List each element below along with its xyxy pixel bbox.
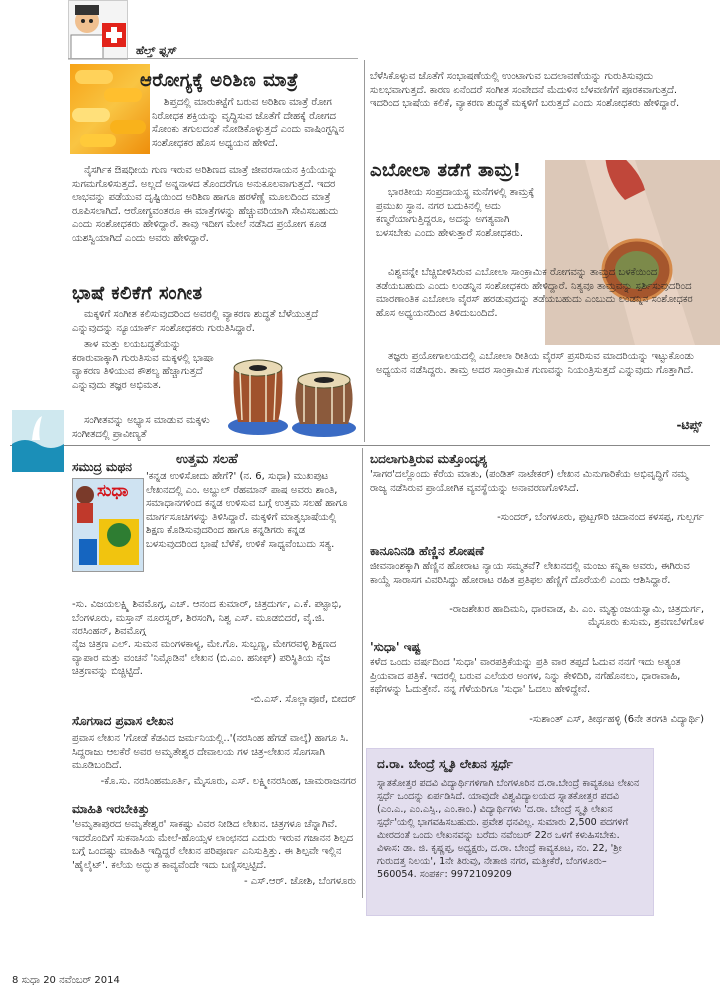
letter-title: ಕಾನೂನಿನಡಿ ಹೆಣ್ಣಿನ ಶೋಷಣೆ — [370, 544, 484, 558]
section-title: ಹೆಲ್ತ್ ಫ್ಲಸ್ — [136, 44, 177, 57]
tabla-image — [222, 338, 362, 438]
letter-body: 'ಅಮೃತಾಪುರದ ಅಮೃತೇಶ್ವರ' ಸಾಕಷ್ಟು ವಿವರ ನೀಡಿದ ಲೇಖನ. ಚಿತ್ರಗಳೂ ಚೆನ್ನಾಗಿವೆ. ಇದರೊಂದಿಗೆ ಸುಕನಾಸಿಯ ಮೇಲೆ-ಹೊಯ್ಸಳ ಲಾಂಛನದ ಎದುರು ಇರುವ ಗಜಾನನ ಶಿಲ್ಪದ ಬಗ್ಗೆ ಒಂದಷ್ಟು ಮಾಹಿತಿ ಇದ್ದಿದ್ದರೆ ಲೇಖನ ಪರಿಪೂರ್ಣ ಎನಿಸುತ್ತಿತ್ತು. ಈ ಶಿಲ್ಪವೇ ಇಲ್ಲಿನ 'ಹೈಲೈಟ್'. ಕಲೆಯ ಅದ್ಭುತ ಕಾವ್ಯವೆಂದೇ ಇದು ಬಣ್ಣಿಸಲ್ಪಟ್ಟಿದೆ. — [72, 819, 354, 871]
article-body: ನೈಸರ್ಗಿಕ ಔಷಧೀಯ ಗುಣ ಇರುವ ಅರಿಶಿಣದ ಮಾತ್ರೆ ಜೀವರಸಾಯನ ಕ್ರಿಯೆಯನ್ನು ಸುಗಮಗೊಳಿಸುತ್ತದೆ. ಅಲ್ಲದೆ ಅನ್ನನಾಳದ ತೊಂದರೆಗೂ ಅನುಕೂಲವಾಗುತ್ತದೆ. ಇದರ ಲಾಭವನ್ನು ಪಡೆಯುವ ದೃಷ್ಟಿಯಿಂದ ಅರಿಶಿಣ ಹಾಗೂ ಹರಳೆಣ್ಣೆ ಮೂಲದಿಂದ ಮಾತ್ರೆ ರೂಪಿಸಲಾಗಿದೆ. ಆರೋಗ್ಯವಂತರೂ ಈ ಮಾತ್ರೆಗಳನ್ನು ಹೆಚ್ಚುವರಿಯಾಗಿ ಸೇವಿಸಬಹುದು ಎಂದು ಸಂಶೋಧಕರು ಹೇಳಿದ್ದಾರೆ. ತಾವು ಇದೀಗ ಮೇಲೆ ನಡೆಸಿದ ಪ್ರಯೋಗ ಕೂಡ ಯಶಸ್ವಿಯಾಗಿದೆ ಎಂದು ಅವರು ಹೇಳಿದ್ದಾರೆ. — [72, 165, 339, 244]
letter-signature: -ಸು. ವಿಜಯಲಕ್ಷ್ಮಿ ಶಿವಮೊಗ್ಗ, ಎಚ್. ಆನಂದ ಕುಮಾರ್, ಚಿತ್ರದುರ್ಗ, ಎ.ಕೆ. ಪಟ್ಟಾಭಿ, ಬೆಂಗಳೂರು, ಮಸ್ತಾನ್ ನೂರಸ್ವರ್, ಶಿರಸಂಗಿ, ನಿಶ್ವ ಎಸ್. ಮೂಡಬಿದರೆ, ವೈ.ಜಿ. ನರಸಿಂಹನ್, ಶಿವಮೊಗ್ಗ — [72, 599, 342, 637]
letter-body: ನೈಜ ಚಿತ್ರಣ ಎಲ್. ಸುಮನ ಮಂಗಳಕಾಳ್ಯ, ಮೇ.ಗೊ. ಸುಬ್ಬಣ್ಣ, ಮೇಗರವಳ್ಳಿ ಶಿಕ್ಷಣದ ವ್ಯಾಪಾರ ಮತ್ತು ವಂಚನೆ 'ನಿಮ್ಗೊಡಿನ' ಲೇಖನ (ಬಿ.ಎಂ. ಹನೀಫ್) ಪರಿಸ್ಥಿತಿಯ ನೈಜ ಚಿತ್ರಣವನ್ನು ಬಿಚ್ಚಿಟ್ಟಿದೆ. — [72, 639, 337, 677]
letter-signature: -ಬಿ.ಎಸ್. ಸೊಲ್ಲಾಪೂರೆ, ಬೀದರ್ — [250, 694, 356, 705]
contest-title: ದ.ರಾ. ಬೇಂದ್ರೆ ಸ್ಮೃತಿ ಲೇಖನ ಸ್ಪರ್ಧೆ — [377, 757, 513, 771]
article-body: ತಜ್ಞರು ಪ್ರಯೋಗಾಲಯದಲ್ಲಿ ಎಬೋಲಾ ರೀತಿಯ ವೈರಸ್ ಪ್ರಸರಿಸುವ ಮಾದರಿಯನ್ನು ಇಟ್ಟುಕೊಂಡು ಅಧ್ಯಯನ ನಡೆಸಿದ್ದರು. ತಾಮ್ರ ಅದರ ಸಾಂಕ್ರಾಮಿಕ ಗುಣವನ್ನು ನಿಯಂತ್ರಿಸುತ್ತದೆ ಎನ್ನುವುದು ಗೊತ್ತಾಗಿದೆ. — [376, 351, 694, 376]
letter-signature: - ಎಸ್.ಆರ್. ಜೋಶಿ, ಬೆಂಗಳೂರು — [244, 876, 356, 887]
article-title: ಭಾಷೆ ಕಲಿಕೆಗೆ ಸಂಗೀತ — [72, 283, 203, 304]
doctor-icon — [69, 1, 127, 59]
article-body: ಬೆಳೆಸಿಕೊಳ್ಳುವ ಜೊತೆಗೆ ಸಂಭಾಷಣೆಯಲ್ಲಿ ಉಂಟಾಗುವ ಬದಲಾವಣೆಯನ್ನು ಗುರುತಿಸುವುದು ಸುಲಭವಾಗುತ್ತದೆ. ಕಾರಣ ಏನೆಂದರೆ ಸಂಗೀತ ಸಂವೇದನೆ ಮೆದುಳಿನ ಬೆಳವಣಿಗೆಗೆ ಪೂರಕವಾಗುತ್ತದೆ. ಇದರಿಂದ ಭಾಷೆಯ ಕಲಿಕೆ, ವ್ಯಾಕರಣ ಶುದ್ಧತೆ ಮಕ್ಕಳಿಗೆ ಬರುತ್ತದೆ ಎಂದು ಸಂಶೋಧಕರು ಹೇಳಿದ್ದಾರೆ. — [370, 71, 680, 109]
letter-body: ಪ್ರವಾಸ ಲೇಖನ 'ಗೋಡೆ ಕೆಡವಿದ ಜರ್ಮನಿಯಲ್ಲಿ..'(ನರಸಿಂಹ ಹೆಗಡೆ ವಾಲ್ಕೆ) ಹಾಗೂ ಸಿ. ಸಿದ್ದರಾಜು ಆಲಕೆರೆ ಅವರ ಅಮೃತೇಶ್ವರ ದೇವಾಲಯ ಗಳ ಚಿತ್ರ-ಲೇಖನ ಸೊಗಸಾಗಿ ಮೂಡಿಬಂದಿದೆ. — [72, 733, 349, 771]
article-signature: -ಟಿಪ್ಸ್ — [676, 418, 702, 432]
letter-title: ಮಾಹಿತಿ ಇರಬೇಕಿತ್ತು — [72, 802, 150, 816]
article-body: ಶಿಪ್ತದಲ್ಲಿ ಮಾರುಕಟ್ಟೆಗೆ ಬರುವ ಅರಿಶಿಣ ಮಾತ್ರೆ ರೋಗ ನಿರೋಧಕ ಶಕ್ತಿಯನ್ನು ವೃದ್ಧಿಸುವ ಜೊತೆಗೆ ದೇಹಕ್ಕೆ ರೋಗದ ಸೋಂಕು ತಗುಲದಂತೆ ನೋಡಿಕೊಳ್ಳುತ್ತದೆ ಎಂದು ವಾಷಿಂಗ್ಟನ್ನಿನ ಸಂಶೋಧಕರ ಹೊಸ ಅಧ್ಯಯನ ಹೇಳಿದೆ. — [152, 97, 345, 149]
magazine-masthead: ಸುಧಾ — [97, 481, 129, 501]
article-body: ಮಕ್ಕಳಿಗೆ ಸಂಗೀತ ಕಲಿಸುವುದರಿಂದ ಅವರಲ್ಲಿ ವ್ಯಾಕರಣ ಶುದ್ಧತೆ ಬೆಳೆಯುತ್ತದೆ ಎನ್ನುವುದನ್ನು ನ್ಯೂಯಾರ್ಕ್ ಸಂಶೋಧಕರು ಗುರುತಿಸಿದ್ದಾರೆ. — [72, 309, 319, 334]
article-title: ಆರೋಗ್ಯಕ್ಕೆ ಅರಿಶಿಣ ಮಾತ್ರೆ — [140, 70, 299, 91]
letter-title: 'ಸುಧಾ' ಇಷ್ಟ — [370, 640, 421, 654]
health-logo — [68, 0, 128, 60]
letter-title: ಬದಲಾಗುತ್ತಿರುವ ಮತ್ತೊಂದೃಶ್ಯ — [370, 452, 488, 466]
sudha-magazine-cover — [72, 478, 144, 572]
section-title: ಸಮುದ್ರ ಮಥನ — [72, 460, 132, 474]
letter-body: ಜೀವನಾಂಶಕ್ಕಾಗಿ ಹೆಣ್ಣಿನ ಹೋರಾಟ ನ್ಯಾಯ ಸಮ್ಮತವೆ? ಲೇಖನದಲ್ಲಿ ಮಂಜು ಕನ್ನಿಕಾ ಅವರು, ಈಗಿರುವ ಕಾಯ್ದೆ ಸಾರಾಸಗ ವಿವರಿಸಿದ್ದು ಹೋರಾಟ ರಹಿತ ಪ್ರತಿಫಲ ಹೆಣ್ಣಿಗೆ ದೊರೆಯಲಿ ಎಂದು ಆಶಿಸಿದ್ದಾರೆ. — [370, 561, 690, 586]
letter-body: ಕಳೆದ ಒಂದು ವರ್ಷದಿಂದ 'ಸುಧಾ' ವಾರಪತ್ರಿಕೆಯನ್ನು ಪ್ರತಿ ವಾರ ತಪ್ಪದೆ ಓದುವ ನನಗೆ ಇದು ಅತ್ಯಂತ ಪ್ರಿಯವಾದ ಪತ್ರಿಕೆ. ಇದರಲ್ಲಿ ಬರುವ ಎಲೆಯರ ಅಂಗಳ, ನಿನ್ನು ಕೇಳಿದಿರಿ, ನಗೆಹೊನಲು, ಧಾರಾವಾಹಿ, ಕಥೆಗಳನ್ನು ಓದುತ್ತೇನೆ. ನನ್ನ ಗೆಳೆಯರಿಗೂ 'ಸುಧಾ' ಓದಲು ಹೇಳಿದ್ದೇನೆ. — [370, 657, 681, 695]
letter-title: ಉತ್ತಮ ಸಲಹೆ — [176, 452, 238, 467]
article-title: ಎಬೋಲಾ ತಡೆಗೆ ತಾಮ್ರ! — [370, 160, 522, 181]
article-body: ಸಂಗೀತವನ್ನು ಅಭ್ಯಾಸ ಮಾಡುವ ಮಕ್ಕಳು ಸಂಗೀತದಲ್ಲಿ ಪ್ರಾವೀಣ್ಯತೆ — [72, 415, 210, 440]
article-body: ವಿಶ್ವವನ್ನೇ ಬೆಚ್ಚಿಬೀಳಿಸಿರುವ ಎಬೋಲಾ ಸಾಂಕ್ರಾಮಿಕ ರೋಗವನ್ನು ತಾಮ್ರದ ಬಳಕೆಯಿಂದ ತಡೆಯಬಹುದು ಎಂದು ಲಂಡನ್ನಿನ ಸಂಶೋಧಕರು ಹೇಳಿದ್ದಾರೆ. ನಿತ್ಯವೂ ತಾಮ್ರವನ್ನು ಸ್ಪರ್ಶಿಸುವುದರಿಂದ ಮಾರಣಾಂತಿಕ ಎಬೋಲಾ ವೈರಸ್ ಹರಡುವುದನ್ನು ತಡೆಯಬಹುದು ಎಂಬುದು ಲಂಡನ್ನಿನ ಸಂಶೋಧಕರ ಹೊಸ ಅಧ್ಯಯನದಿಂದ ತಿಳಿದುಬಂದಿದೆ. — [376, 267, 693, 319]
letter-signature: -ಕೊ.ಸು. ನರಸಿಂಹಮೂರ್ತಿ, ಮೈಸೂರು, ಎಸ್. ಲಕ್ಷ್ಮೀನರಸಿಂಹ, ಚಾಮರಾಜನಗರ — [100, 776, 356, 787]
letter-signature: -ರಾಜಶೇಖರ ಹಾದಿಮನಿ, ಧಾರವಾಡ, ಪಿ. ಎಂ. ಮೃತ್ಯುಂಜಯಸ್ವಾಮಿ, ಚಿತ್ರದುರ್ಗ, ಮೈಸೂರು ಕುಸುಮ, ಶ್ರವಣಬೆಳಗೊಳ — [449, 604, 704, 628]
contest-box — [366, 748, 654, 916]
turmeric-pills-image — [70, 64, 150, 154]
letter-body: 'ಕನ್ನಡ ಉಳಿಸೋದು ಹೇಗೆ?' (ನ. 6, ಸುಧಾ) ಮುಖಪುಟ ಲೇಖನದಲ್ಲಿ ಎಂ. ಅಬ್ದುಲ್ ರೆಹಮಾನ್ ಪಾಷ ಅವರು ಶಾಂತಿ, ಸಮಾಧಾನಗಳಿಂದ ಕನ್ನಡ ಉಳಿಸುವ ಬಗ್ಗೆ ಉತ್ತಮ ಸಲಹೆ ಹಾಗೂ ಮಾರ್ಗಸೂಚಿಗಳನ್ನು ತಿಳಿಸಿದ್ದಾರೆ. ಮಕ್ಕಳಿಗೆ ಮಾತೃಭಾಷೆಯಲ್ಲಿ ಶಿಕ್ಷಣ ಕೊಡಿಸುವುದರಿಂದ ಹಾಗೂ ಕನ್ನಡಿಗರು ಕನ್ನಡ ಬಳಸುವುದರಿಂದ ಭಾಷೆ ಬೆಳೆಕೆ, ಉಳಿಕೆ ಸಾಧ್ಯವೆಂಬುದು ಸತ್ಯ. — [146, 471, 348, 550]
letter-signature: -ಸುಶಾಂತ್ ಎಸ್, ತೀರ್ಥಹಳ್ಳಿ (6ನೇ ತರಗತಿ ವಿದ್ಯಾರ್ಥಿ) — [529, 714, 704, 725]
article-body: ಭಾರತೀಯ ಸಂಪ್ರದಾಯಸ್ಥ ಮನೆಗಳಲ್ಲಿ ತಾಮ್ರಕ್ಕೆ ಪ್ರಮುಖ ಸ್ಥಾನ. ನಗರ ಬದುಕಿನಲ್ಲಿ ಅದು ಕಣ್ಮರೆಯಾಗುತ್ತಿದ್ದರೂ, ಅದನ್ನು ಅಗತ್ಯವಾಗಿ ಬಳಸಬೇಕು ಎಂದು ಹೇಳುತ್ತಾರೆ ಸಂಶೋಧಕರು. — [376, 187, 535, 239]
letter-body: 'ಸಾಗರ'ದಲ್ಲೊಂದು ಕೆರೆಯ ಮಾತು, (ಪಂಡಿತ್ ನಾಟೇಕರ್) ಲೇಖನ ಮಿನುಗಾರಿಕೆಯ ಅಭಿವೃದ್ಧಿಗೆ ನಮ್ಮ ರಾಜ್ಯ ನಡೆಸಿರುವ ಪ್ರಾಯೋಗಿಕ ವ್ಯವಸ್ಥೆಯನ್ನು ಅನಾವರಣಗೊಳಿಸಿದೆ. — [370, 469, 689, 494]
letter-title: ಸೊಗಸಾದ ಪ್ರವಾಸ ಲೇಖನ — [72, 714, 174, 728]
letter-signature: -ಸುಂದರ್, ಬೆಂಗಳೂರು, ಫುಟ್ಬಗೌರಿ ಚಿದಾನಂದ ಕಳಸಪ್ಪ, ಗುಲ್ಬರ್ಗ — [497, 512, 704, 523]
page-footer: 8 ಸುಧಾ 20 ನವೆಂಬರ್ 2014 — [12, 975, 120, 986]
contest-body: ಸ್ನಾತಕೋತ್ತರ ಪದವಿ ವಿದ್ಯಾರ್ಥಿಗಳಿಗಾಗಿ ಬೆಂಗಳೂರಿನ ದ.ರಾ.ಬೇಂದ್ರೆ ಕಾವ್ಯಕೂಟ ಲೇಖನ ಸ್ಪರ್ಧೆ ಒಂದನ್ನು ಏರ್ಪಡಿಸಿದೆ. ಯಾವುದೇ ವಿಶ್ವವಿದ್ಯಾಲಯದ ಸ್ನಾತಕೋತ್ತರ ಪದವಿ (ಎಂ.ಎ., ಎಂ.ಎಸ್ಸಿ., ಎಂ.ಕಾಂ.) ವಿದ್ಯಾರ್ಥಿಗಳು 'ದ.ರಾ. ಬೇಂದ್ರೆ ಸ್ಮೃತಿ ಲೇಖನ ಸ್ಪರ್ಧೆ'ಯಲ್ಲಿ ಭಾಗವಹಿಸಬಹುದು. ಪ್ರವೇಶ ಧನವಿಲ್ಲ. ಸುಮಾರು 2,500 ಪದಗಳಿಗೆ ಮೀರದಂತೆ ಒಂದು ಲೇಖನವನ್ನು ಬರೆದು ನವೆಂಬರ್ 22ರ ಒಳಗೆ ಕಳುಹಿಸಬೇಕು. ವಿಳಾಸ: ಡಾ. ಜಿ. ಕೃಷ್ಣಪ್ಪ, ಅಧ್ಯಕ್ಷರು, ದ.ರಾ. ಬೇಂದ್ರೆ ಕಾವ್ಯಕೂಟ, ನಂ. 22, 'ಶ್ರೀ ಗುರುದತ್ತ ನಿಲಯ', 1ನೇ ತಿರುವು, ನೇತಾಜಿ ನಗರ, ಮತ್ತೀಕೆರೆ, ಬೆಂಗಳೂರು–560054. ಸಂಪರ್ಕ: 9972109209 — [377, 778, 640, 880]
samudra-manthana-logo — [12, 410, 64, 472]
article-body: ತಾಳ ಮತ್ತು ಲಯಬದ್ಧತೆಯನ್ನು ಕರಾರುವಾಕ್ಕಾಗಿ ಗುರುತಿಸುವ ಮಕ್ಕಳಲ್ಲಿ ಭಾಷಾ ವ್ಯಾಕರಣ ತಿಳಿಯುವ ಕೌಶಲ್ಯ ಹೆಚ್ಚಾಗುತ್ತದೆ ಎನ್ನುವುದು ತಜ್ಞರ ಅಭಿಮತ. — [72, 339, 214, 391]
